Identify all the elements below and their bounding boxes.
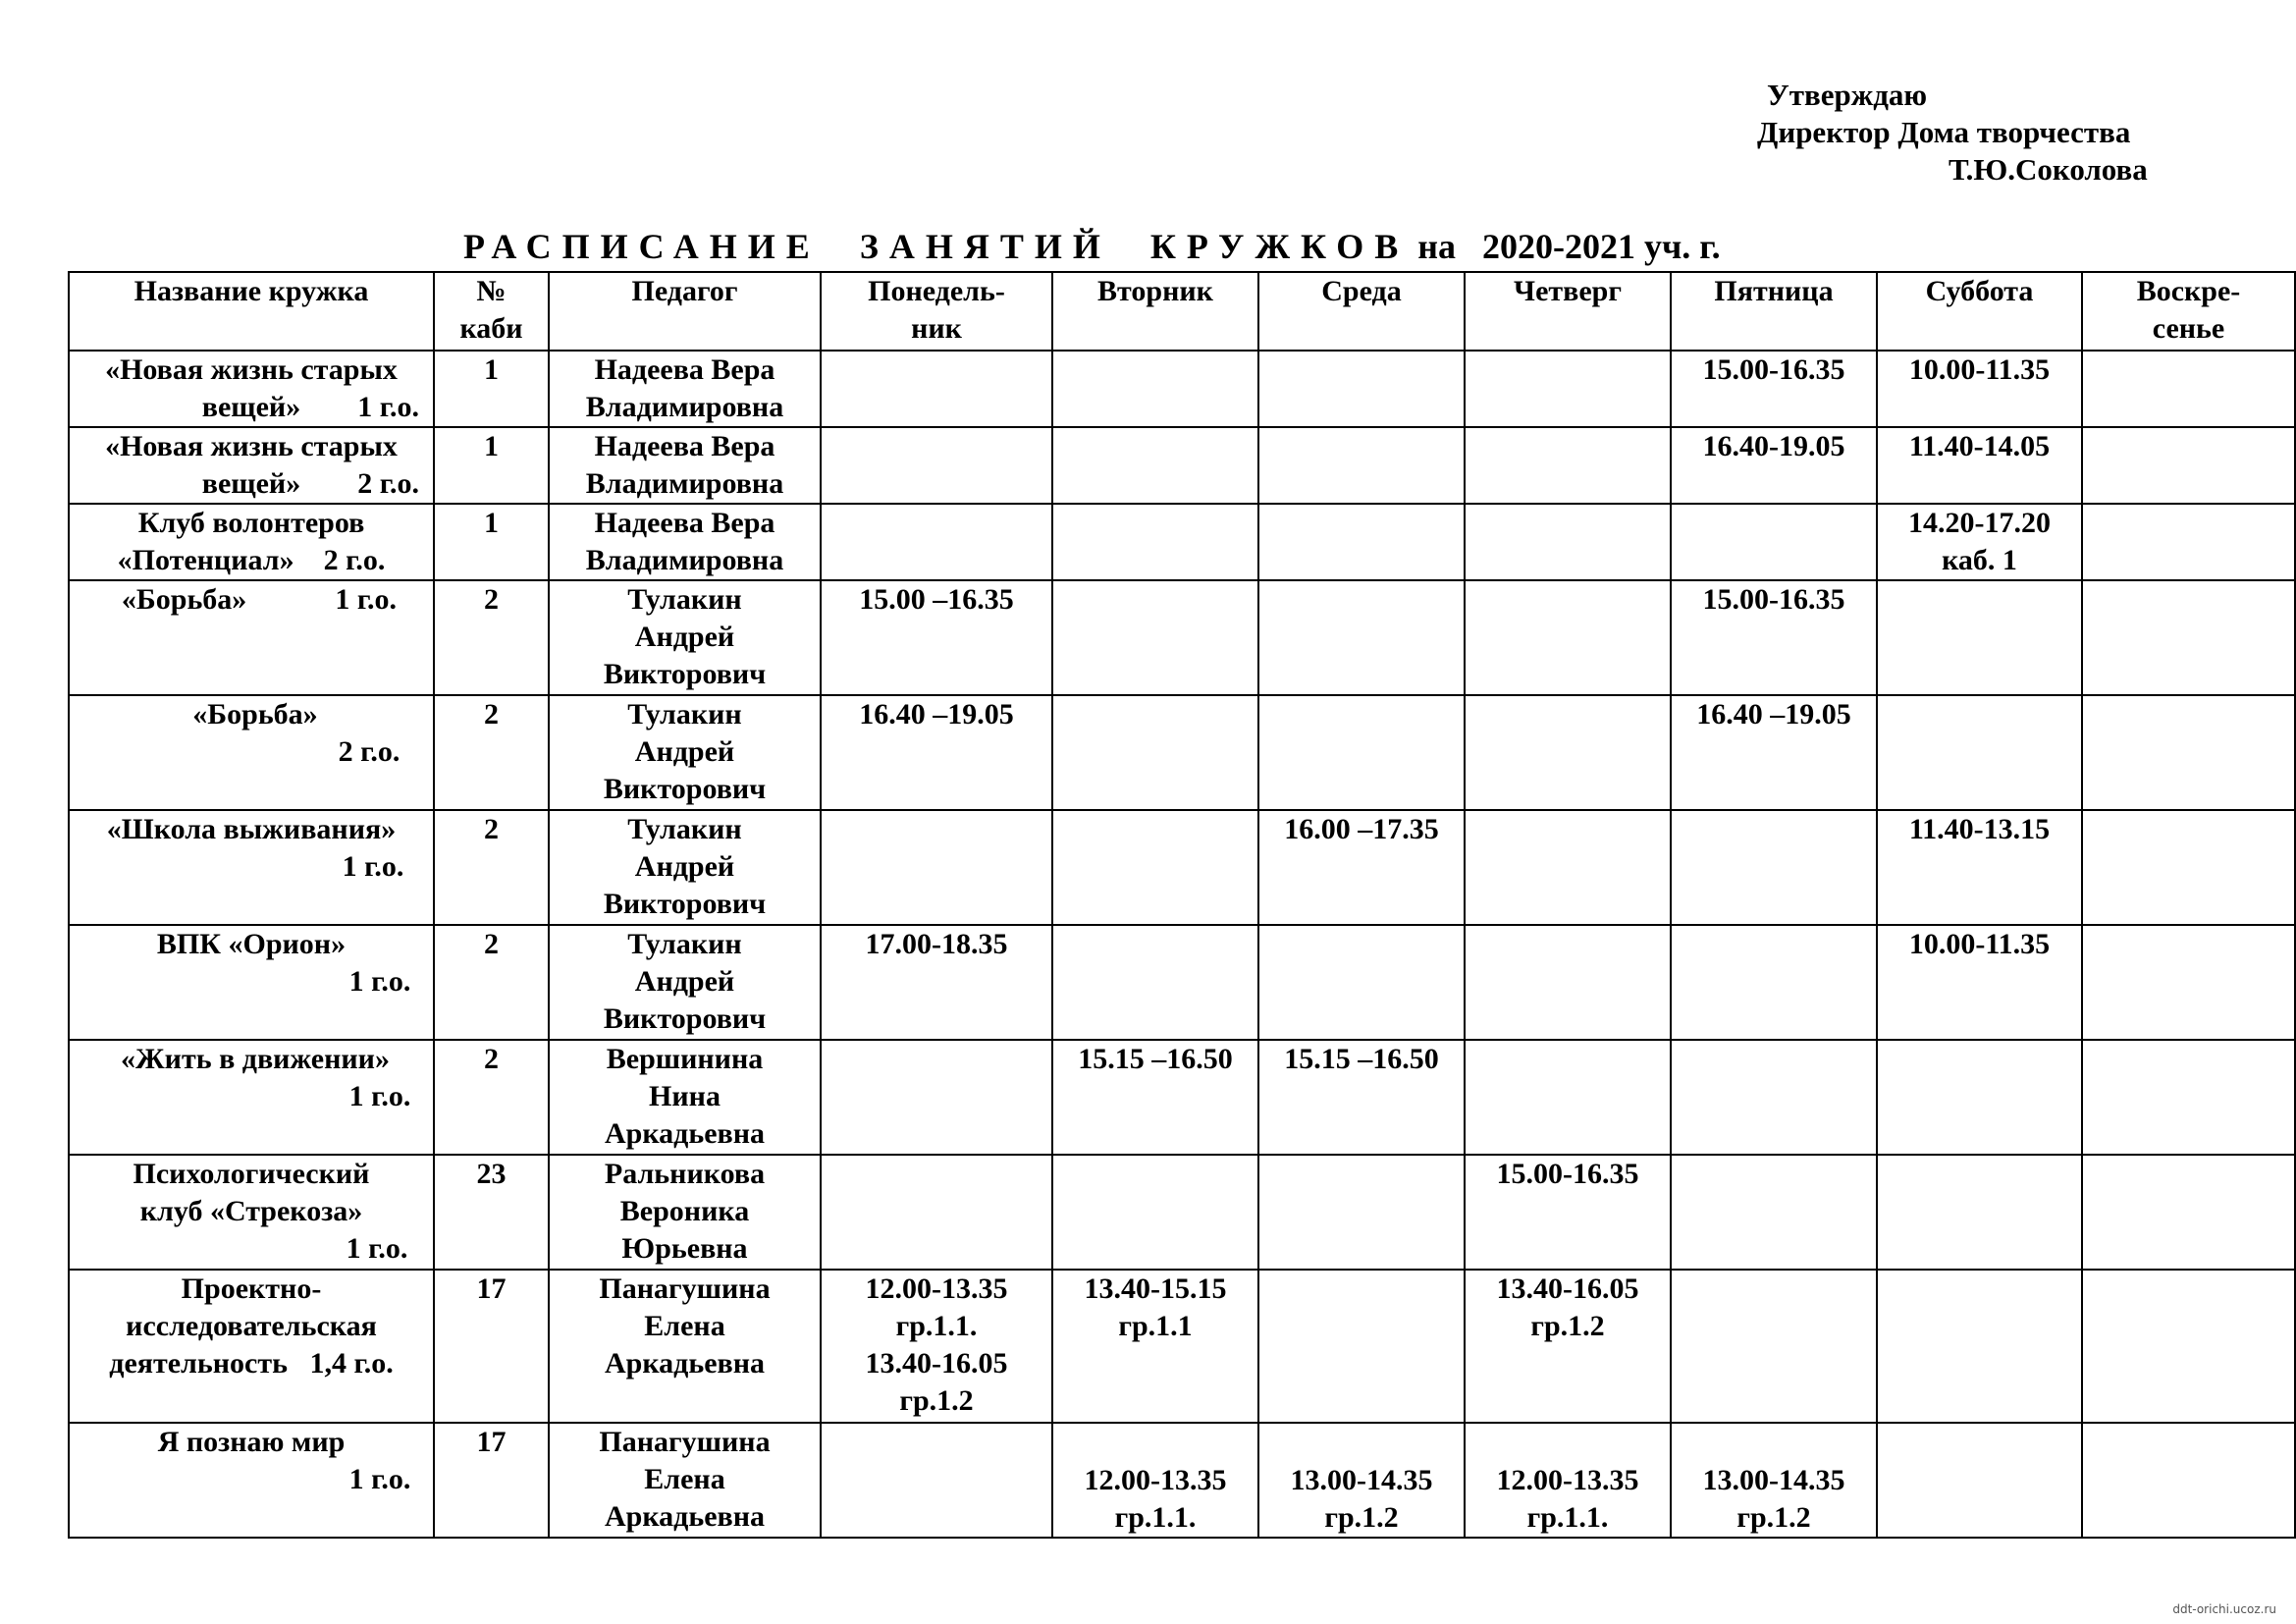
cell-sunday xyxy=(2082,925,2295,1040)
cell-room: 2 xyxy=(434,925,549,1040)
cell-friday: 16.40 –19.05 xyxy=(1671,695,1877,810)
cell-tuesday xyxy=(1052,427,1258,504)
header-thursday: Четверг xyxy=(1465,272,1671,351)
cell-tuesday: 13.40-15.15 гр.1.1 xyxy=(1052,1270,1258,1423)
table-row xyxy=(69,695,2295,810)
cell-monday: 16.40 –19.05 xyxy=(821,695,1052,810)
cell-club-name: Клуб волонтеров «Потенциал» 2 г.о. xyxy=(69,504,434,580)
cell-wednesday xyxy=(1258,925,1465,1040)
cell-teacher: Панагушина Елена Аркадьевна xyxy=(549,1270,821,1423)
cell-thursday xyxy=(1465,695,1671,810)
cell-sunday xyxy=(2082,351,2295,427)
cell-saturday: 10.00-11.35 xyxy=(1877,925,2082,1040)
cell-club-name: ВПК «Орион» 1 г.о. xyxy=(69,925,434,1040)
cell-teacher: Надеева Вера Владимировна xyxy=(549,504,821,580)
cell-club-name: Психологический клуб «Стрекоза» 1 г.о. xyxy=(69,1155,434,1270)
cell-sunday xyxy=(2082,580,2295,695)
header-row xyxy=(69,272,2295,351)
header-monday: Понедель- ник xyxy=(821,272,1052,351)
table-row xyxy=(69,504,2295,580)
cell-friday: 16.40-19.05 xyxy=(1671,427,1877,504)
approval-block xyxy=(1757,77,2179,189)
cell-thursday xyxy=(1465,925,1671,1040)
cell-tuesday: 12.00-13.35 гр.1.1. xyxy=(1052,1423,1258,1538)
cell-wednesday xyxy=(1258,351,1465,427)
cell-friday xyxy=(1671,925,1877,1040)
cell-saturday xyxy=(1877,695,2082,810)
cell-tuesday xyxy=(1052,1155,1258,1270)
cell-sunday xyxy=(2082,695,2295,810)
table-row xyxy=(69,1423,2295,1538)
cell-teacher: Надеева Вера Владимировна xyxy=(549,427,821,504)
cell-sunday xyxy=(2082,427,2295,504)
table-row xyxy=(69,1155,2295,1270)
cell-friday: 15.00-16.35 xyxy=(1671,580,1877,695)
cell-teacher: Тулакин Андрей Викторович xyxy=(549,925,821,1040)
cell-monday xyxy=(821,1040,1052,1155)
cell-teacher: Тулакин Андрей Викторович xyxy=(549,695,821,810)
table-row xyxy=(69,351,2295,427)
table-row xyxy=(69,925,2295,1040)
cell-teacher: Тулакин Андрей Викторович xyxy=(549,580,821,695)
cell-friday xyxy=(1671,1040,1877,1155)
cell-monday: 12.00-13.35 гр.1.1. 13.40-16.05 гр.1.2 xyxy=(821,1270,1052,1423)
cell-sunday xyxy=(2082,1040,2295,1155)
cell-club-name: Я познаю мир 1 г.о. xyxy=(69,1423,434,1538)
cell-monday xyxy=(821,810,1052,925)
cell-sunday xyxy=(2082,1423,2295,1538)
cell-tuesday xyxy=(1052,504,1258,580)
cell-teacher: Панагушина Елена Аркадьевна xyxy=(549,1423,821,1538)
cell-club-name: «Борьба» 2 г.о. xyxy=(69,695,434,810)
cell-sunday xyxy=(2082,810,2295,925)
cell-saturday xyxy=(1877,580,2082,695)
cell-wednesday xyxy=(1258,580,1465,695)
cell-friday: 15.00-16.35 xyxy=(1671,351,1877,427)
cell-monday: 17.00-18.35 xyxy=(821,925,1052,1040)
cell-tuesday xyxy=(1052,580,1258,695)
site-watermark: ddt-orichi.ucoz.ru xyxy=(2172,1602,2276,1616)
table-body xyxy=(69,351,2295,1538)
cell-room: 17 xyxy=(434,1270,549,1423)
cell-wednesday xyxy=(1258,427,1465,504)
cell-thursday xyxy=(1465,580,1671,695)
header-friday: Пятница xyxy=(1671,272,1877,351)
cell-room: 23 xyxy=(434,1155,549,1270)
cell-saturday xyxy=(1877,1423,2082,1538)
cell-monday xyxy=(821,351,1052,427)
header-teacher: Педагог xyxy=(549,272,821,351)
cell-tuesday xyxy=(1052,925,1258,1040)
cell-thursday: 13.40-16.05 гр.1.2 xyxy=(1465,1270,1671,1423)
cell-saturday xyxy=(1877,1270,2082,1423)
cell-thursday xyxy=(1465,427,1671,504)
cell-club-name: «Жить в движении» 1 г.о. xyxy=(69,1040,434,1155)
cell-monday: 15.00 –16.35 xyxy=(821,580,1052,695)
approval-line-signatory: Т.Ю.Соколова xyxy=(1949,152,2148,187)
cell-thursday xyxy=(1465,1040,1671,1155)
cell-tuesday xyxy=(1052,810,1258,925)
cell-wednesday: 13.00-14.35 гр.1.2 xyxy=(1258,1423,1465,1538)
cell-tuesday: 15.15 –16.50 xyxy=(1052,1040,1258,1155)
cell-thursday: 15.00-16.35 xyxy=(1465,1155,1671,1270)
cell-saturday xyxy=(1877,1155,2082,1270)
cell-saturday: 14.20-17.20 каб. 1 xyxy=(1877,504,2082,580)
cell-sunday xyxy=(2082,1270,2295,1423)
cell-club-name: «Школа выживания» 1 г.о. xyxy=(69,810,434,925)
cell-monday xyxy=(821,1155,1052,1270)
cell-thursday: 12.00-13.35 гр.1.1. xyxy=(1465,1423,1671,1538)
title-word-schedule: РАСПИСАНИЕ xyxy=(463,227,821,266)
cell-room: 17 xyxy=(434,1423,549,1538)
schedule-table xyxy=(68,271,2296,1539)
cell-wednesday xyxy=(1258,1155,1465,1270)
title-word-classes: ЗАНЯТИЙ xyxy=(859,227,1111,266)
cell-room: 2 xyxy=(434,580,549,695)
cell-saturday: 10.00-11.35 xyxy=(1877,351,2082,427)
approval-line-position: Директор Дома творчества xyxy=(1757,115,2131,149)
cell-friday: 13.00-14.35 гр.1.2 xyxy=(1671,1423,1877,1538)
table-row xyxy=(69,810,2295,925)
cell-club-name: «Борьба» 1 г.о. xyxy=(69,580,434,695)
cell-saturday: 11.40-14.05 xyxy=(1877,427,2082,504)
cell-club-name: Проектно- исследовательская деятельность 1,4 г.о. xyxy=(69,1270,434,1423)
cell-monday xyxy=(821,504,1052,580)
cell-friday xyxy=(1671,1155,1877,1270)
title-year: на 2020-2021 уч. г. xyxy=(1417,227,1721,266)
cell-friday xyxy=(1671,504,1877,580)
cell-monday xyxy=(821,1423,1052,1538)
cell-monday xyxy=(821,427,1052,504)
cell-sunday xyxy=(2082,1155,2295,1270)
cell-club-name: «Новая жизнь старых вещей» 2 г.о. xyxy=(69,427,434,504)
header-room: № каби xyxy=(434,272,549,351)
cell-thursday xyxy=(1465,351,1671,427)
table-row xyxy=(69,580,2295,695)
cell-wednesday: 15.15 –16.50 xyxy=(1258,1040,1465,1155)
cell-wednesday xyxy=(1258,695,1465,810)
cell-wednesday xyxy=(1258,504,1465,580)
cell-tuesday xyxy=(1052,351,1258,427)
cell-room: 1 xyxy=(434,351,549,427)
page-title xyxy=(463,226,2296,267)
cell-saturday xyxy=(1877,1040,2082,1155)
cell-room: 1 xyxy=(434,504,549,580)
cell-teacher: Надеева Вера Владимировна xyxy=(549,351,821,427)
cell-thursday xyxy=(1465,504,1671,580)
cell-room: 2 xyxy=(434,695,549,810)
cell-room: 2 xyxy=(434,1040,549,1155)
cell-saturday: 11.40-13.15 xyxy=(1877,810,2082,925)
cell-wednesday: 16.00 –17.35 xyxy=(1258,810,1465,925)
cell-teacher: Тулакин Андрей Викторович xyxy=(549,810,821,925)
table-row xyxy=(69,1270,2295,1423)
cell-room: 1 xyxy=(434,427,549,504)
cell-club-name: «Новая жизнь старых вещей» 1 г.о. xyxy=(69,351,434,427)
cell-friday xyxy=(1671,1270,1877,1423)
approval-line-approve: Утверждаю xyxy=(1767,78,1928,112)
header-name: Название кружка xyxy=(69,272,434,351)
cell-friday xyxy=(1671,810,1877,925)
header-sunday: Воскре- сенье xyxy=(2082,272,2295,351)
title-word-clubs: КРУЖКОВ xyxy=(1149,227,1410,266)
cell-teacher: Вершинина Нина Аркадьевна xyxy=(549,1040,821,1155)
cell-room: 2 xyxy=(434,810,549,925)
cell-sunday xyxy=(2082,504,2295,580)
table-row xyxy=(69,427,2295,504)
cell-teacher: Ральникова Вероника Юрьевна xyxy=(549,1155,821,1270)
table-header xyxy=(69,272,2295,351)
header-saturday: Суббота xyxy=(1877,272,2082,351)
header-tuesday: Вторник xyxy=(1052,272,1258,351)
cell-tuesday xyxy=(1052,695,1258,810)
table-row xyxy=(69,1040,2295,1155)
header-wednesday: Среда xyxy=(1258,272,1465,351)
cell-thursday xyxy=(1465,810,1671,925)
cell-wednesday xyxy=(1258,1270,1465,1423)
